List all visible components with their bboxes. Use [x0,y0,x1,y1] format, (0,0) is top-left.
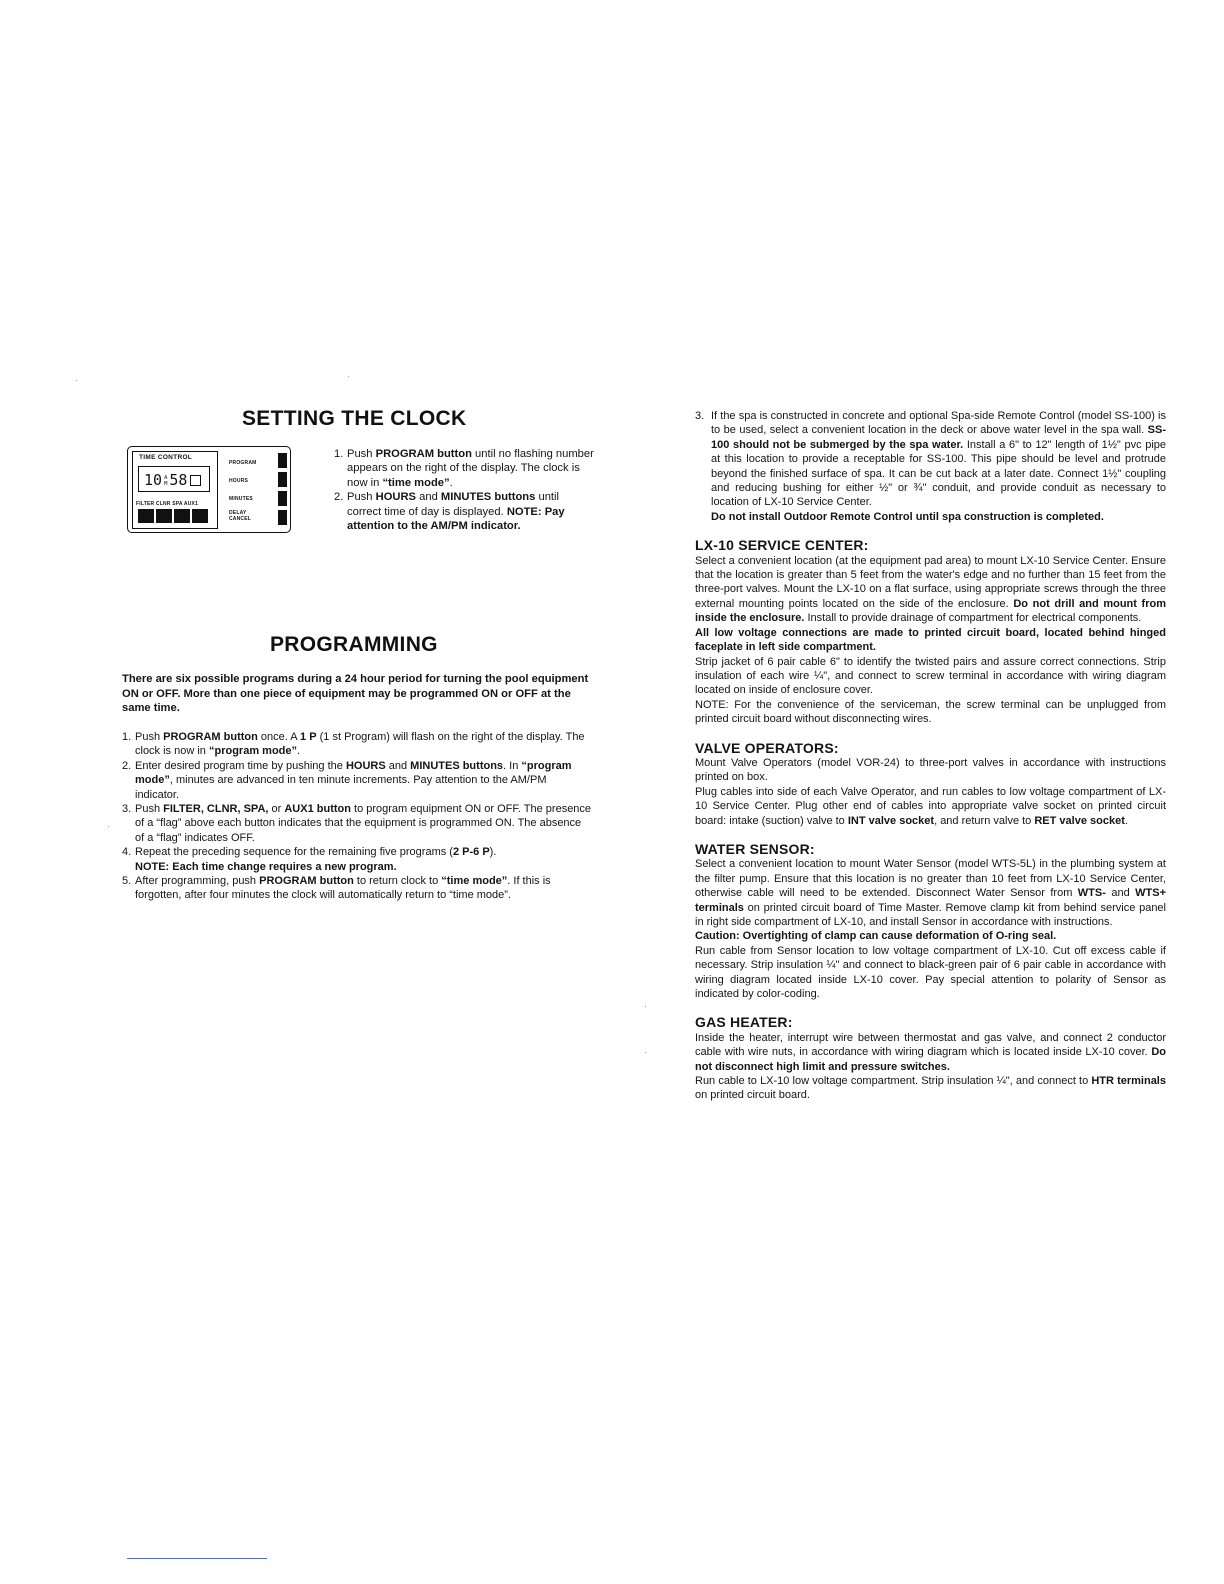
clnr-button-shape [156,509,172,523]
service-center-title: LX-10 SERVICE CENTER: [695,537,869,554]
minutes-label: MINUTES [229,496,253,502]
delay-cancel-label: DELAY CANCEL [229,510,252,522]
program-flag-icon [190,475,201,486]
programming-section-title: PROGRAMMING [270,633,438,656]
time-control-header: TIME CONTROL [139,454,193,461]
programming-step-1: 1. Push PROGRAM button once. A 1 P (1 st Program) will flash on the right of the display. The clock is now in “program mode”. [122,731,585,758]
valve-operators-section [695,741,1166,828]
water-sensor-section [695,842,1166,1001]
water-sensor-body: Select a convenient location to mount Water Sensor (model WTS-5L) in the plumbing system at the filter pump. Ensure that this location is no greater than 10 feet from LX-10 Service Center, otherwise cable will need to be extended. Disconnect Water Sensor from WTS- and WTS+ terminals on printed circuit board of Time Master. Remove clamp kit from behind service panel in right side compartment of LX-10, and install Sensor in accordance with instructions. Caution: Overtighting of clamp can cause deformation of O-ring seal. Run cable from Sensor location to low voltage compartment of LX-10. Cut off excess cable if necessary. Strip insulation ¼" and connect to black-green pair of 6 pair cable in accordance with wiring diagram located inside LX-10 cover. Pay special attention to polarity of Sensor as indicated by color-coding. [695,858,1166,1001]
equipment-buttons [138,509,210,528]
delay-cancel-button-shape [278,510,287,525]
spa-button-shape [174,509,190,523]
filter-button-shape [138,509,154,523]
gas-heater-section [695,1015,1166,1102]
scan-speck [76,380,77,381]
ampm-indicator: A M [164,474,168,487]
programming-step-3: 3. Push FILTER, CLNR, SPA, or AUX1 button to program equipment ON or OFF. The presence of a “flag” above each button indicates that the equipment is programmed ON. The absence of a “flag” indicates OFF. [122,803,592,844]
spa-side-remote-item: 3. If the spa is constructed in concrete and optional Spa-side Remote Control (model SS-100) is to be used, select a convenient location in the deck or above water level in the spa wall. SS-100 should not be submerged by the spa water. Install a 6" to 12" length of 1½" pvc pipe at this location to provide a receptable for SS-100. This pipe should be level and protrude beyond the finished surface of spa. It can be cut back at a later date. Connect 1½" coupling and reducing bushing for either ½" or ¾" conduit, and provide conduit as necessary to location of LX-10 Service Center. Do not install Outdoor Remote Control until spa construction is completed. [695,410,1166,523]
clock-step-1: 1. Push PROGRAM button until no flashing number appears on the right of the display. The clock is now in “time mode”. [334,448,594,489]
programming-step-2: 2. Enter desired program time by pushing the HOURS and MINUTES buttons. In “program mode”, minutes are advanced in ten minute increments. Pay attention to the AM/PM indicator. [122,759,572,801]
hours-label: HOURS [229,478,249,484]
item-number: 3. [695,410,705,422]
lcd-hour: 10 [144,471,163,489]
gas-heater-body: Inside the heater, interrupt wire between thermostat and gas valve, and connect 2 conductor cable with wire nuts, in accordance with wiring diagram which is located inside LX-10 cover. Do not disconnect high limit and pressure switches. Run cable to LX-10 low voltage compartment. Strip insulation ¼", and connect to HTR terminals on printed circuit board. [695,1031,1166,1102]
hours-button-shape [278,472,287,487]
programming-steps [122,730,592,903]
time-control-display-frame [132,451,218,529]
valve-operators-title: VALVE OPERATORS: [695,739,839,756]
right-column [695,409,1166,1117]
aux1-button-shape [192,509,208,523]
scan-speck [108,826,109,827]
clock-step-2: 2. Push HOURS and MINUTES buttons until correct time of day is displayed. NOTE: Pay attention to the AM/PM indicator. [334,491,565,533]
program-button-shape [278,453,287,468]
programming-step-5: 5. After programming, push PROGRAM button to return clock to “time mode”. If this is forgotten, after four minutes the clock will automatically return to “time mode”. [122,875,551,902]
programming-step-4: 4. Repeat the preceding sequence for the remaining five programs (2 P-6 P). NOTE: Each time change requires a new program. [122,846,497,873]
time-control-panel-illustration [127,446,291,533]
program-label: PROGRAM [229,460,257,466]
clock-steps [334,447,596,533]
equipment-labels: FILTER CLNR SPA AUX1 [136,501,199,507]
scan-speck [645,1052,646,1053]
programming-intro: There are six possible programs during a 24 hour period for turning the pool equipment ON or OFF. More than one piece of equipment may be programmed ON or OFF at the same time. [122,673,589,715]
footer-link-underline [127,1558,267,1559]
lcd-display [138,466,210,492]
minutes-button-shape [278,491,287,506]
clock-section-title: SETTING THE CLOCK [242,407,467,430]
gas-heater-title: GAS HEATER: [695,1014,793,1031]
valve-operators-body: Mount Valve Operators (model VOR-24) to three-port valves in accordance with instructions printed on box. Plug cables into side of each Valve Operator, and run cables to low voltage compartment of LX-10 Service Center. Plug other end of cables into appropriate valve socket on printed circuit board: intake (suction) valve to INT valve socket, and return valve to RET valve socket. [695,756,1166,827]
scan-speck [645,1006,646,1007]
service-center-section [695,538,1166,726]
scan-speck [348,376,349,377]
water-sensor-title: WATER SENSOR: [695,840,815,857]
service-center-body: Select a convenient location (at the equipment pad area) to mount LX-10 Service Center. Ensure that the location is greater than 5 feet from the water's edge and no further than 15 feet from the three-port valves. Mount the LX-10 on a flat surface, using appropriate screws through the three external mounting points located on the side of the enclosure. Do not drill and mount from inside the enclosure. Install to provide drainage of compartment for electrical components. All low voltage connections are made to printed circuit board, located behind hinged faceplate in left side compartment. Strip jacket of 6 pair cable 6" to identify the twisted pairs and assure correct connections. Strip insulation of each wire ¼", and connect to screw terminal in accordance with wiring diagram located on inside of enclosure cover. NOTE: For the convenience of the serviceman, the screw terminal can be unplugged from printed circuit board without disconnecting wires. [695,554,1166,726]
lcd-minutes: 58 [169,471,188,489]
